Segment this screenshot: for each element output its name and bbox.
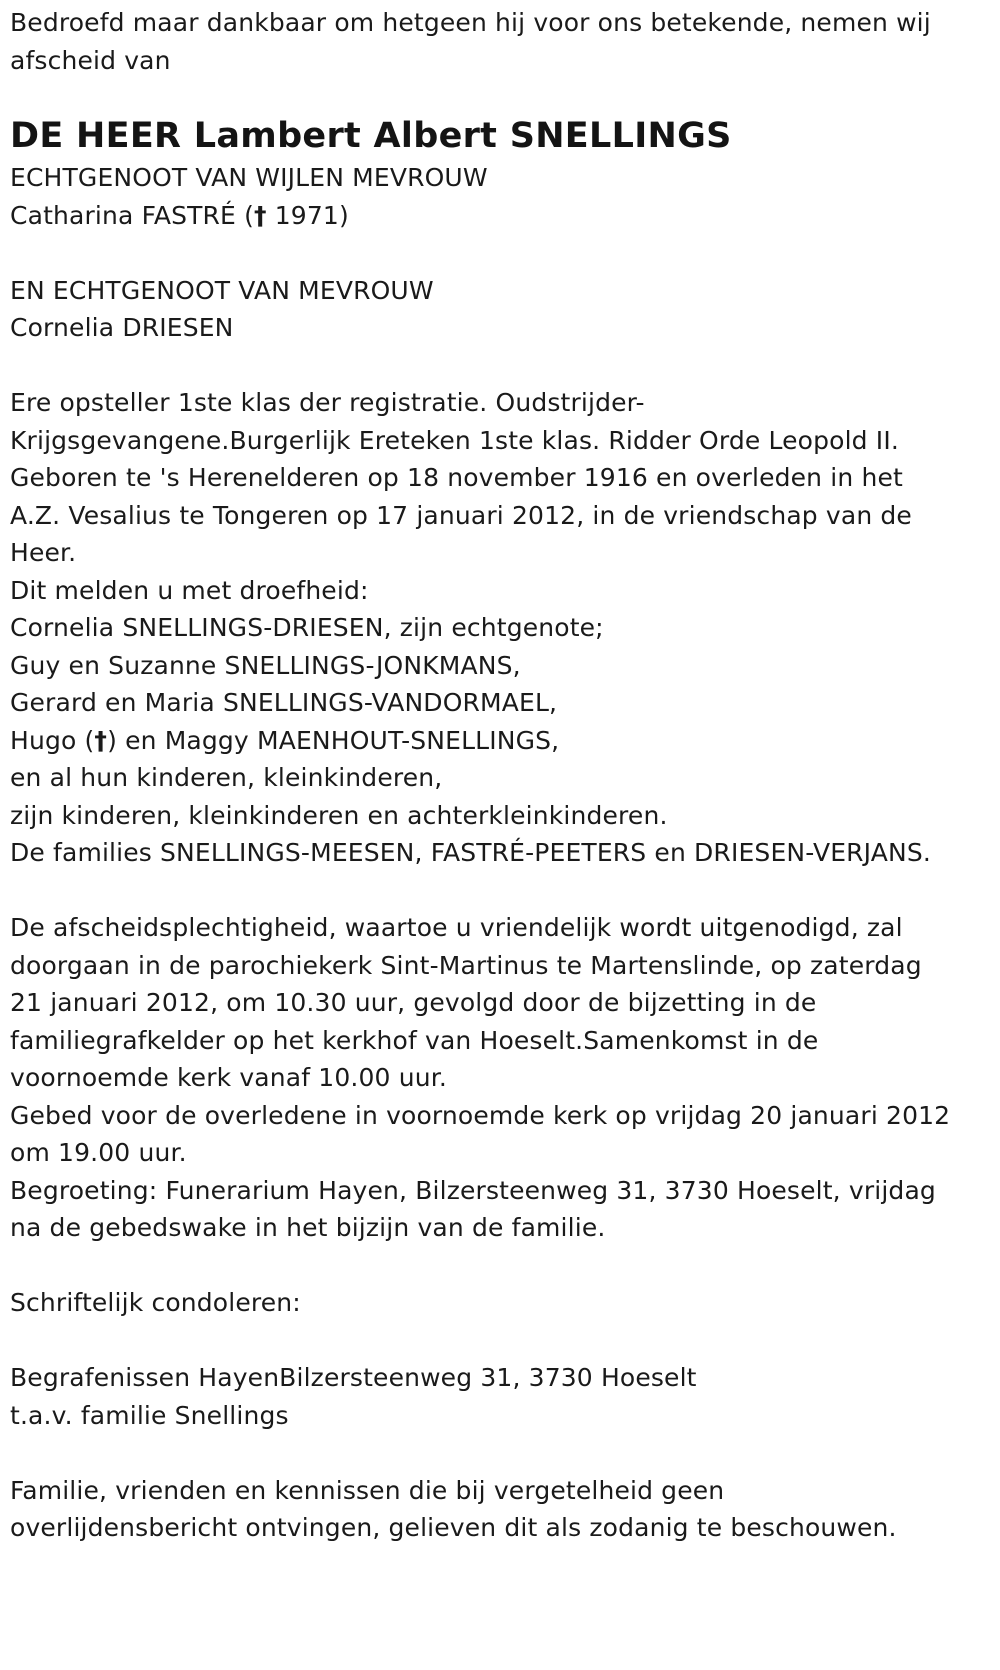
bio-line: Krijgsgevangene.Burgerlijk Ereteken 1ste klas. Ridder Orde Leopold II. xyxy=(10,425,899,455)
closing-line: overlijdensbericht ontvingen, gelieven dit als zodanig te beschouwen. xyxy=(10,1513,897,1542)
spouse-relation: EN ECHTGENOOT VAN MEVROUW xyxy=(10,275,434,305)
spacer xyxy=(10,234,990,272)
attention-line: t.a.v. familie Snellings xyxy=(10,1400,289,1430)
mourner-line: Cornelia SNELLINGS-DRIESEN, zijn echtgenote; xyxy=(10,613,604,642)
deceased-name: DE HEER Lambert Albert SNELLINGS xyxy=(10,116,732,156)
biography-paragraph xyxy=(10,384,990,572)
spouse-first xyxy=(10,159,990,234)
intro-line: Bedroefd maar dankbaar om hetgeen hij voor ons betekende, nemen wij xyxy=(10,8,931,37)
ceremony-line: 21 januari 2012, om 10.30 uur, gevolgd door de bijzetting in de xyxy=(10,988,817,1017)
ceremony-line: doorgaan in de parochiekerk Sint-Martinus te Martenslinde, op zaterdag xyxy=(10,950,922,980)
ceremony-line: De afscheidsplechtigheid, waartoe u vriendelijk wordt uitgenodigd, zal xyxy=(10,913,903,942)
mourner-name: ) en Maggy MAENHOUT-SNELLINGS, xyxy=(107,725,560,755)
spacer xyxy=(10,1322,990,1360)
ceremony-line: na de gebedswake in het bijzijn van de familie. xyxy=(10,1213,606,1242)
bio-line: Heer. xyxy=(10,538,77,567)
spouse-name: Catharina FASTRÉ ( xyxy=(10,200,254,230)
bio-line: Geboren te 's Herenelderen op 18 november 1916 en overleden in het xyxy=(10,463,903,492)
spouse-name: Cornelia DRIESEN xyxy=(10,313,234,342)
spacer xyxy=(10,1434,990,1472)
mourner-line: De families SNELLINGS-MEESEN, FASTRÉ-PEETERS en DRIESEN-VERJANS. xyxy=(10,838,931,867)
mourner-line: en al hun kinderen, kleinkinderen, xyxy=(10,763,443,792)
spacer xyxy=(10,872,990,910)
spouse-second xyxy=(10,272,990,347)
ceremony-line: familiegrafkelder op het kerkhof van Hoeselt.Samenkomst in de xyxy=(10,1025,819,1055)
spacer xyxy=(10,1247,990,1285)
mourner-line: zijn kinderen, kleinkinderen en achterkleinkinderen. xyxy=(10,800,668,830)
condolences-address xyxy=(10,1359,990,1434)
ceremony-line: voornoemde kerk vanaf 10.00 uur. xyxy=(10,1063,447,1092)
bio-line: A.Z. Vesalius te Tongeren op 17 januari 2012, in de vriendschap van de xyxy=(10,500,912,530)
bio-line: Ere opsteller 1ste klas der registratie. Oudstrijder- xyxy=(10,388,645,417)
condolences-heading: Schriftelijk condoleren: xyxy=(10,1288,301,1317)
address-line: Begrafenissen HayenBilzersteenweg 31, 3730 Hoeselt xyxy=(10,1363,697,1392)
closing-line: Familie, vrienden en kennissen die bij vergetelheid geen xyxy=(10,1475,725,1505)
mourners-list xyxy=(10,572,990,872)
intro-line: afscheid van xyxy=(10,45,171,75)
closing-paragraph xyxy=(10,1472,990,1547)
death-year: 1971) xyxy=(266,200,349,230)
mourner-line: Guy en Suzanne SNELLINGS-JONKMANS, xyxy=(10,650,521,680)
spacer xyxy=(10,347,990,385)
cross-icon: † xyxy=(94,725,108,755)
mourner-name: Hugo ( xyxy=(10,725,95,755)
spacer xyxy=(10,79,990,113)
mourner-line: Gerard en Maria SNELLINGS-VANDORMAEL, xyxy=(10,688,558,717)
cross-icon: † xyxy=(253,200,267,230)
ceremony-line: om 19.00 uur. xyxy=(10,1138,187,1167)
mourners-intro: Dit melden u met droefheid: xyxy=(10,575,369,605)
ceremony-line: Gebed voor de overledene in voornoemde kerk op vrijdag 20 januari 2012 xyxy=(10,1100,951,1130)
mourner-line xyxy=(10,722,990,760)
spouse-name-line xyxy=(10,197,990,235)
intro-paragraph xyxy=(10,4,990,79)
spouse-relation: ECHTGENOOT VAN WIJLEN MEVROUW xyxy=(10,163,488,192)
ceremony-paragraph xyxy=(10,909,990,1247)
ceremony-line: Begroeting: Funerarium Hayen, Bilzersteenweg 31, 3730 Hoeselt, vrijdag xyxy=(10,1175,936,1205)
